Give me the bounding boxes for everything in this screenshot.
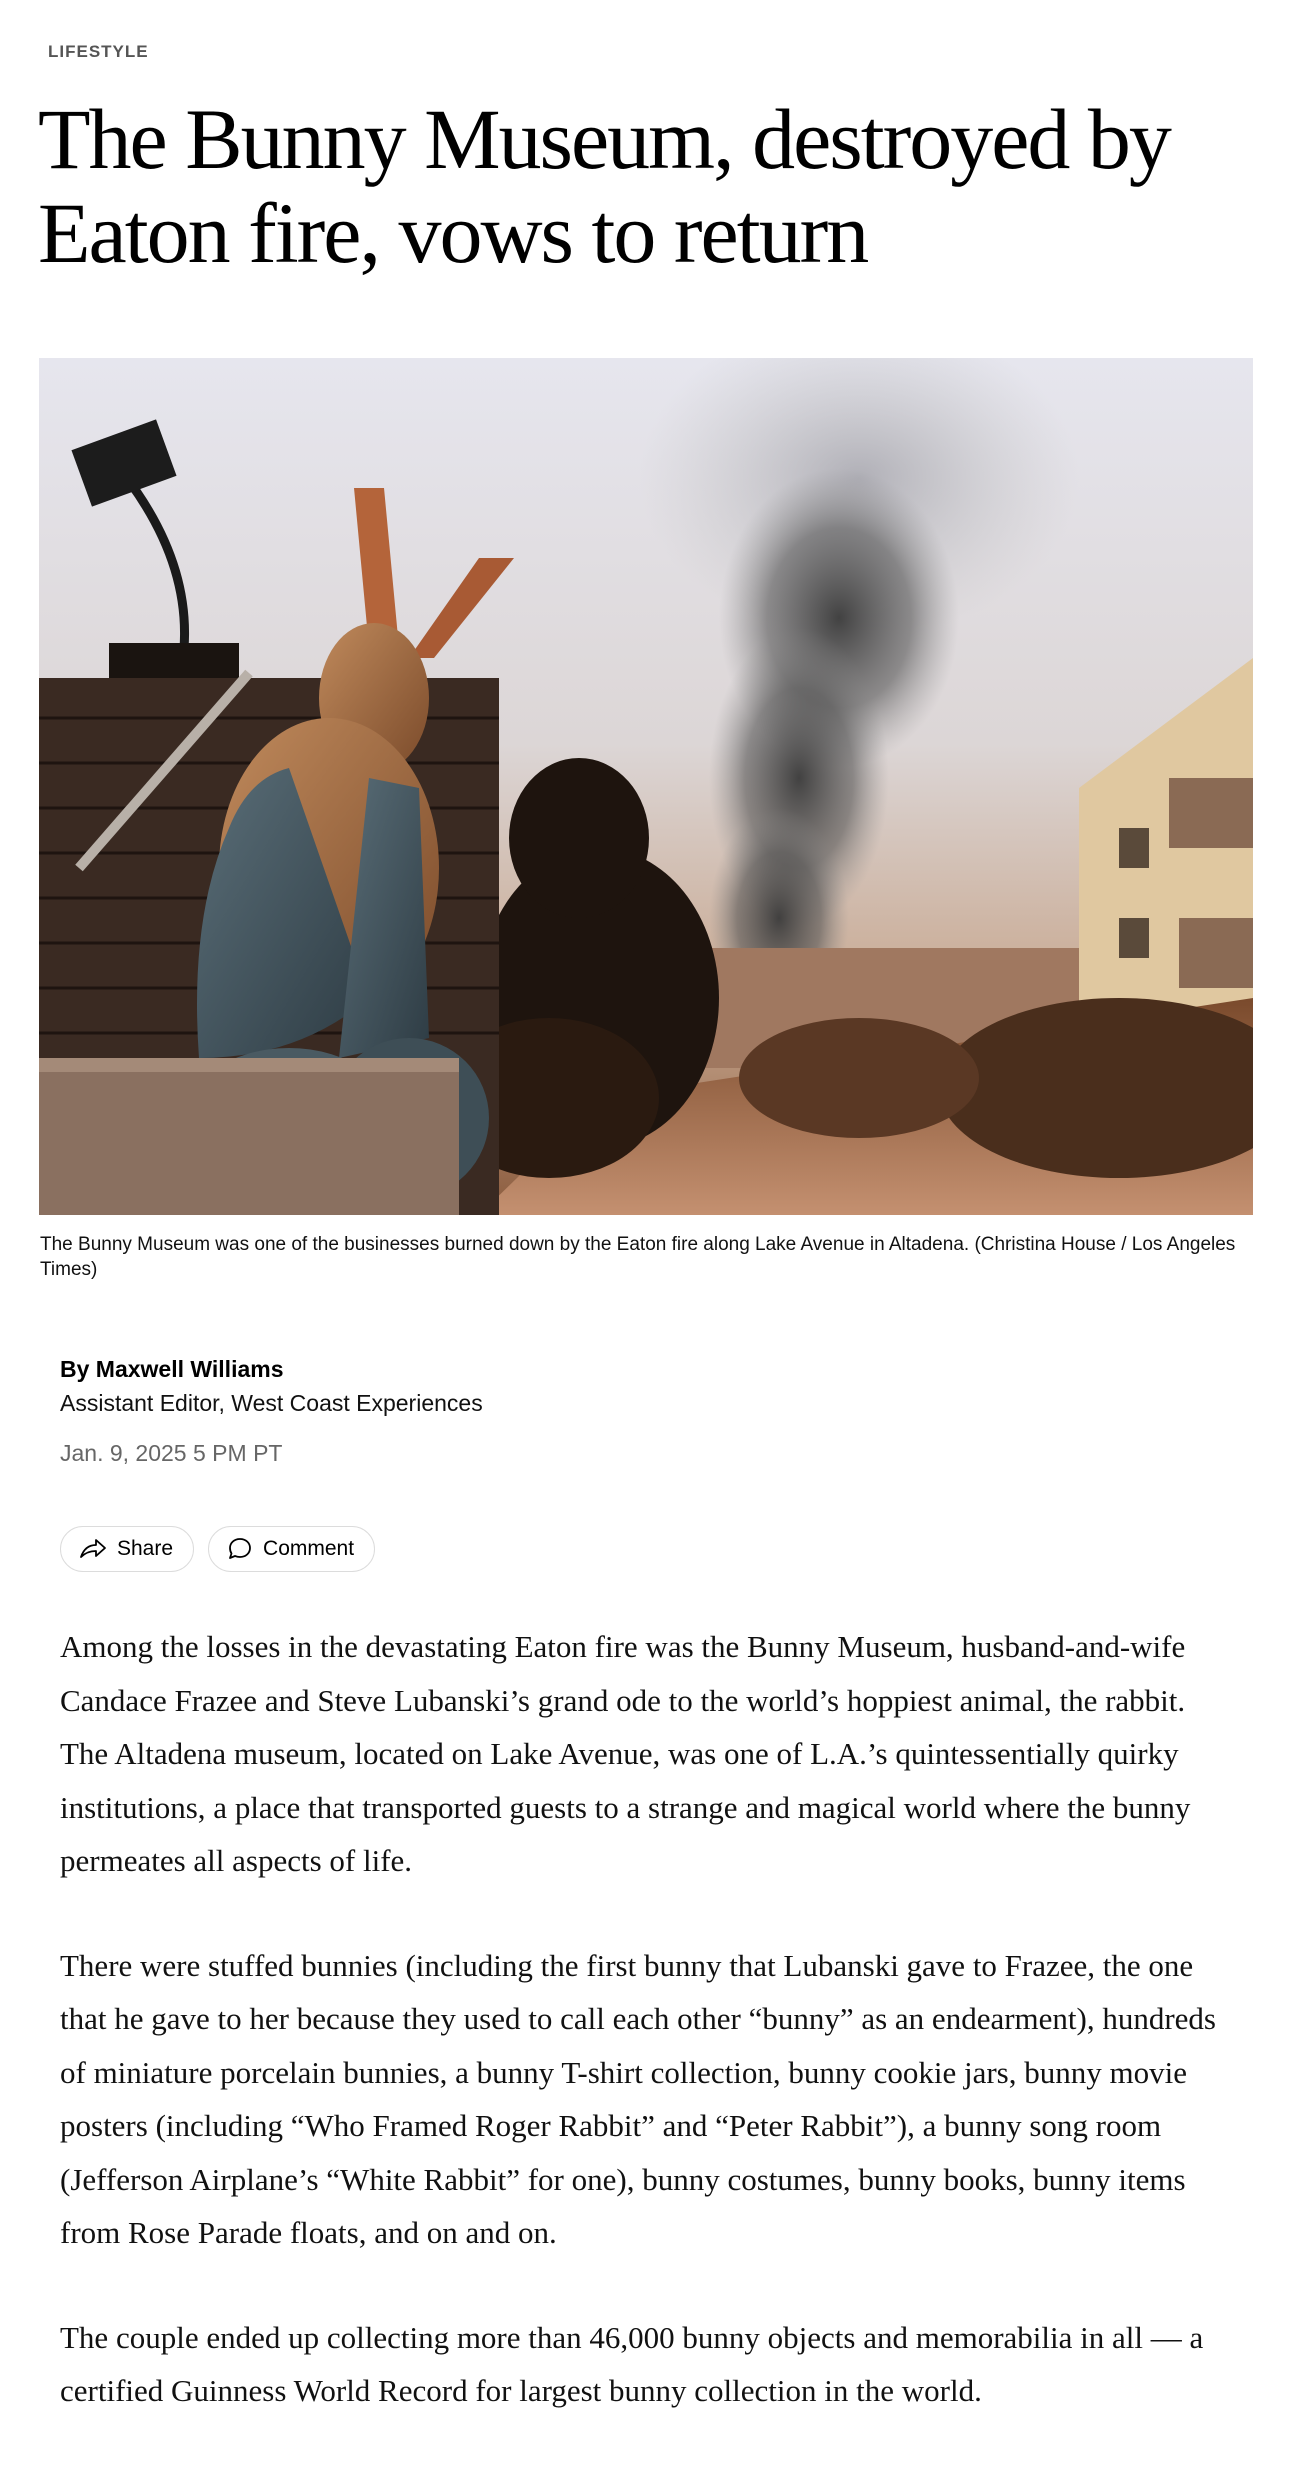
photo-caption: The Bunny Museum was one of the businesses burned down by the Eaton fire along Lake Avenue in Altadena. (Christina House / Los Angeles Times): [40, 1234, 1236, 1280]
paragraph: Among the losses in the devastating Eaton fire was the Bunny Museum, husband-and-wife Candace Frazee and Steve Lubanski’s grand ode to the world’s hoppiest animal, the rabbit. The Altadena museum, located on Lake Avenue, was one of L.A.’s quintessentially quirky institutions, a place that transported guests to a strange and magical world where the bunny permeates all aspects of life.: [60, 1629, 1191, 1878]
comment-button[interactable]: [208, 1526, 375, 1572]
paragraph: There were stuffed bunnies (including the first bunny that Lubanski gave to Frazee, the one that he gave to her because they used to call each other “bunny” as an endearment), hundreds of miniature porcelain bunnies, a bunny T-shirt collection, bunny cookie jars, bunny movie posters (including “Who Framed Roger Rabbit” and “Peter Rabbit”), a bunny song room (Jefferson Airplane’s “White Rabbit” for one), bunny costumes, bunny books, bunny items from Rose Parade floats, and on and on.: [60, 1947, 1216, 2250]
article-actions: [60, 1526, 375, 1572]
share-button[interactable]: [60, 1526, 194, 1572]
speech-bubble-icon: [227, 1536, 253, 1562]
section-label[interactable]: LIFESTYLE: [48, 42, 149, 61]
author-role: Assistant Editor, West Coast Experiences: [60, 1390, 483, 1416]
author-name[interactable]: By Maxwell Williams: [60, 1356, 284, 1382]
hero-photo: [39, 358, 1253, 1215]
share-arrow-icon: [79, 1537, 107, 1561]
share-label: Share: [117, 1537, 174, 1560]
publish-date: Jan. 9, 2025 5 PM PT: [60, 1440, 283, 1466]
byline: [60, 1353, 860, 1467]
comment-label: Comment: [263, 1537, 355, 1560]
article-body: [60, 1620, 1240, 2469]
paragraph: The couple ended up collecting more than 46,000 bunny objects and memorabilia in all — a certified Guinness World Record for largest bunny collection in the world.: [60, 2319, 1204, 2408]
headline: The Bunny Museum, destroyed by Eaton fire, vows to return: [38, 91, 1170, 281]
